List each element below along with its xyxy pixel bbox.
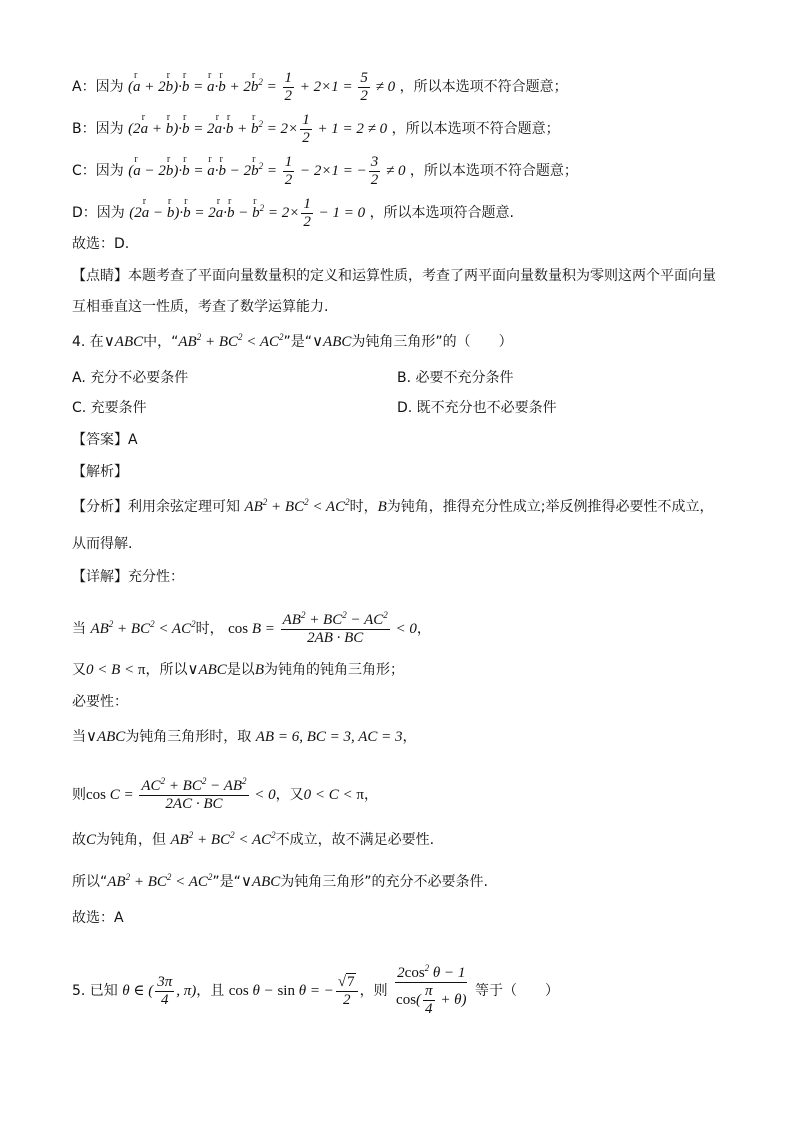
formula-a: (r a + 2r b)·r b = r a·r b + 2r $b^2$ = $\frac{1}{2}$ + 2×1 = $\frac{5}{2}$ ≠ 0 [128,79,395,95]
q4-choice: 故选：A [72,910,124,926]
q5-stem: 5. 已知 θ ∈ ( $\frac{3\pi}{4}$ , π)，且 cos θ − sin θ = − $\frac{√7}{2}$ ，则 $2\cos^2$ θ − 1 cos( $\frac{\pi}{4}$ + θ) 等于（ ） [72,963,560,1017]
q4-conclusion: 所以“$AB^2 + BC^2 < AC^2$”是“∨ABC为钝角三角形”的充分不必要条件. [72,872,488,890]
q4-option-d[interactable]: D. 既不充分也不必要条件 [397,400,557,416]
q4-fenxi-2: 从而得解. [72,536,133,552]
q3-comment-line-1: 【点睛】本题考查了平面向量数量积的定义和运算性质，考查了两平面向量数量积为零则这两个平面向量 [72,268,716,284]
formula-c: (r a − 2r b)·r b = r a·r b − 2r $b^2$ = $\frac{1}{2}$ − 2×1 = − $\frac{3}{2}$ ≠ 0 [128,163,405,179]
q4-suff-line: 当 $AB^2 + BC^2 < AC^2$时， cos B = $\frac{AB^2 + BC^2 - AC^2}{2AB \cdot BC}$ < 0， [72,610,431,646]
q4-nec-1: 当∨ABC为钝角三角形时，取 AB = 6, BC = 3, AC = 3， [72,729,417,745]
q4-option-a[interactable]: A. 充分不必要条件 [72,370,189,386]
q3-line-b: B：因为 (2r a + r b)·r b = 2r a·r b + r $b^2 = 2\times$ $\frac{1}{2}$ + 1 = 2 ≠ 0 ，所以本选项不符合题意； [72,112,560,147]
q4-nec-head: 必要性： [72,694,128,710]
q4-answer: 【答案】A [72,432,138,448]
q4-nec-3: 故C为钝角，但 $AB^2 + BC^2 < AC^2$不成立，故不满足必要性. [72,830,435,848]
q4-analysis-tag: 【解析】 [72,464,128,480]
q4-option-c[interactable]: C. 充要条件 [72,400,147,416]
formula-d: (2r a − r b)·r b = 2r a·r b − r $b^2 = 2\times$ $\frac{1}{2}$ − 1 = 0 [129,205,365,221]
q3-line-d: D：因为 (2r a − r b)·r b = 2r a·r b − r $b^2 = 2\times$ $\frac{1}{2}$ − 1 = 0 ，所以本选项符合题意. [72,196,514,231]
q4-fenxi: 【分析】利用余弦定理可知 $AB^2 + BC^2 < AC^2$时，B为钝角，推得充分性成立;举反例推得必要性不成立， [72,497,714,515]
formula-b: (2r a + r b)·r b = 2r a·r b + r $b^2 = 2\times$ $\frac{1}{2}$ + 1 = 2 ≠ 0 [128,121,387,137]
q3-line-c: C：因为 (r a − 2r b)·r b = r a·r b − 2r $b^2$ = $\frac{1}{2}$ − 2×1 = − $\frac{3}{2}$ ≠ 0 ，所以本选项不符合题意； [72,154,578,189]
q4-option-b[interactable]: B. 必要不充分条件 [397,370,514,386]
q3-choice: 故选：D. [72,236,130,252]
q4-detail: 【详解】充分性： [72,569,184,585]
comment-tag: 【点睛】 [72,268,128,284]
q4-stem: 4. 在∨ABC中，“$AB^2 + BC^2 < AC^2$”是“∨ABC为钝角三角形”的（ ） [72,332,513,350]
q4-suff-2: 又0 < B < π，所以∨ABC是以B为钝角的钝角三角形； [72,662,404,678]
q3-comment-line-2: 互相垂直这一性质，考查了数学运算能力. [72,299,329,315]
q3-line-a: A：因为 (r a + 2r b)·r b = r a·r b + 2r $b^2$ = $\frac{1}{2}$ + 2×1 = $\frac{5}{2}$ ≠ 0 ，所以本选项不符合题意； [72,70,568,105]
q4-nec-2: 则cos C = $\frac{AC^2 + BC^2 - AB^2}{2AC \cdot BC}$ < 0，又0 < C < π， [72,776,378,812]
